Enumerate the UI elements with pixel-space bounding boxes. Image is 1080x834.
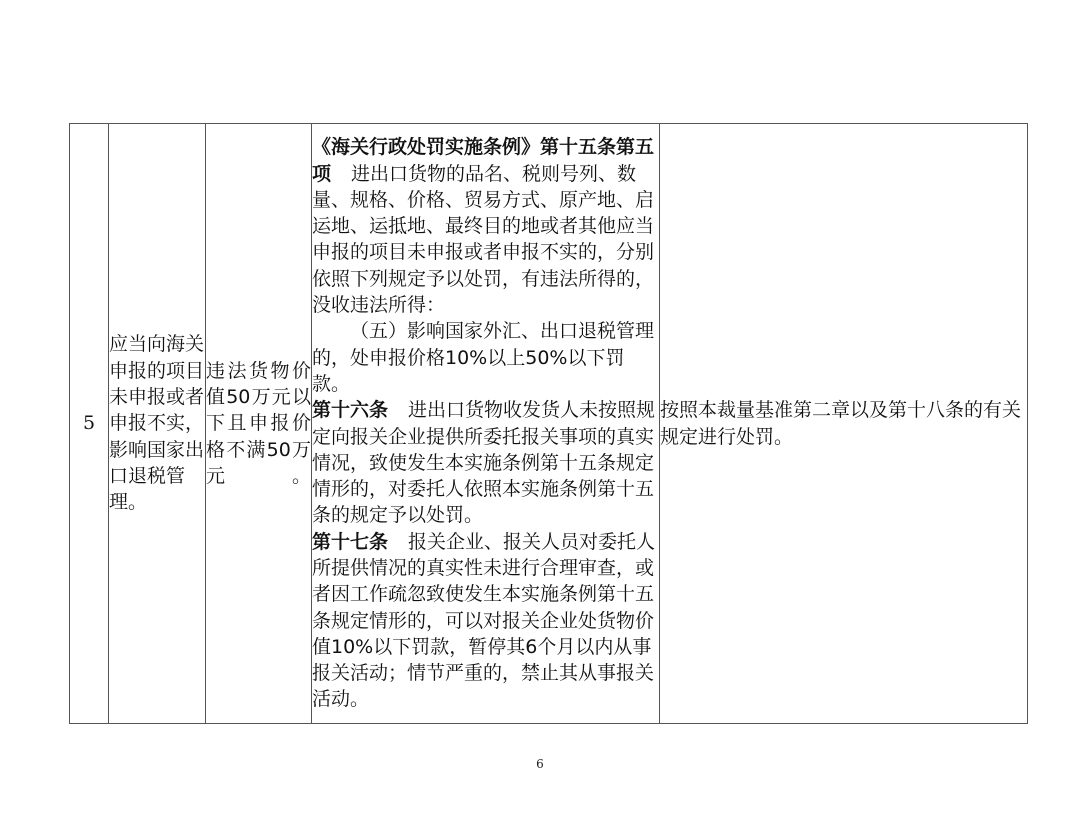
table-row: [70, 124, 1028, 724]
basis-article-title: 第十六条: [312, 399, 389, 422]
violation-item: 应当向海关申报的项目未申报或者申报不实，影响国家出口退税管理。: [109, 333, 205, 514]
basis-article-title: 第十七条: [312, 530, 389, 553]
basis-article-title: 《海关行政处罚实施条例》第十五条第五项: [312, 136, 655, 185]
row-number: 5: [82, 412, 96, 435]
basis-clause-text: （五）影响国家外汇、出口退税管理的，处申报价格10%以上50%以下罚款。: [312, 320, 655, 395]
penalty-table: [69, 123, 1028, 724]
basis-paragraph-1: [312, 134, 659, 318]
violation-circumstance: 违法货物价值50万元以下且申报价格不满50万元。: [206, 359, 311, 487]
basis-paragraph-3: [312, 397, 659, 528]
row-number-cell: [70, 124, 109, 724]
legal-basis-cell: [312, 124, 660, 724]
basis-article-text: 进出口货物收发货人未按照规定向报关企业提供所委托报关事项的真实情况，致使发生本实施条例第十五条规定情形的，对委托人依照本实施条例第十五条的规定予以处罚。: [312, 399, 656, 527]
violation-item-cell: [109, 124, 206, 724]
basis-article-text: 进出口货物的品名、税则号列、数量、规格、价格、贸易方式、原产地、启运地、运抵地、最终目的地或者其他应当申报的项目未申报或者申报不实的，分别依照下列规定予以处罚，有违法所得的，没收违法所得：: [312, 162, 655, 317]
discretion-standard: 按照本裁量基准第二章以及第十八条的有关规定进行处罚。: [660, 399, 1022, 448]
basis-article-text: 报关企业、报关人员对委托人所提供情况的真实性未进行合理审查，或者因工作疏忽致使发生本实施条例第十五条规定情形的，可以对报关企业处货物价值10%以下罚款，暂停其6个月以内从事报关活动；情节严重的，禁止其从事报关活动。: [312, 530, 656, 711]
discretion-standard-cell: [660, 124, 1028, 724]
circumstance-cell: [206, 124, 312, 724]
basis-paragraph-4: [312, 529, 659, 713]
page-number: 6: [536, 757, 544, 771]
basis-paragraph-2: [312, 318, 659, 397]
